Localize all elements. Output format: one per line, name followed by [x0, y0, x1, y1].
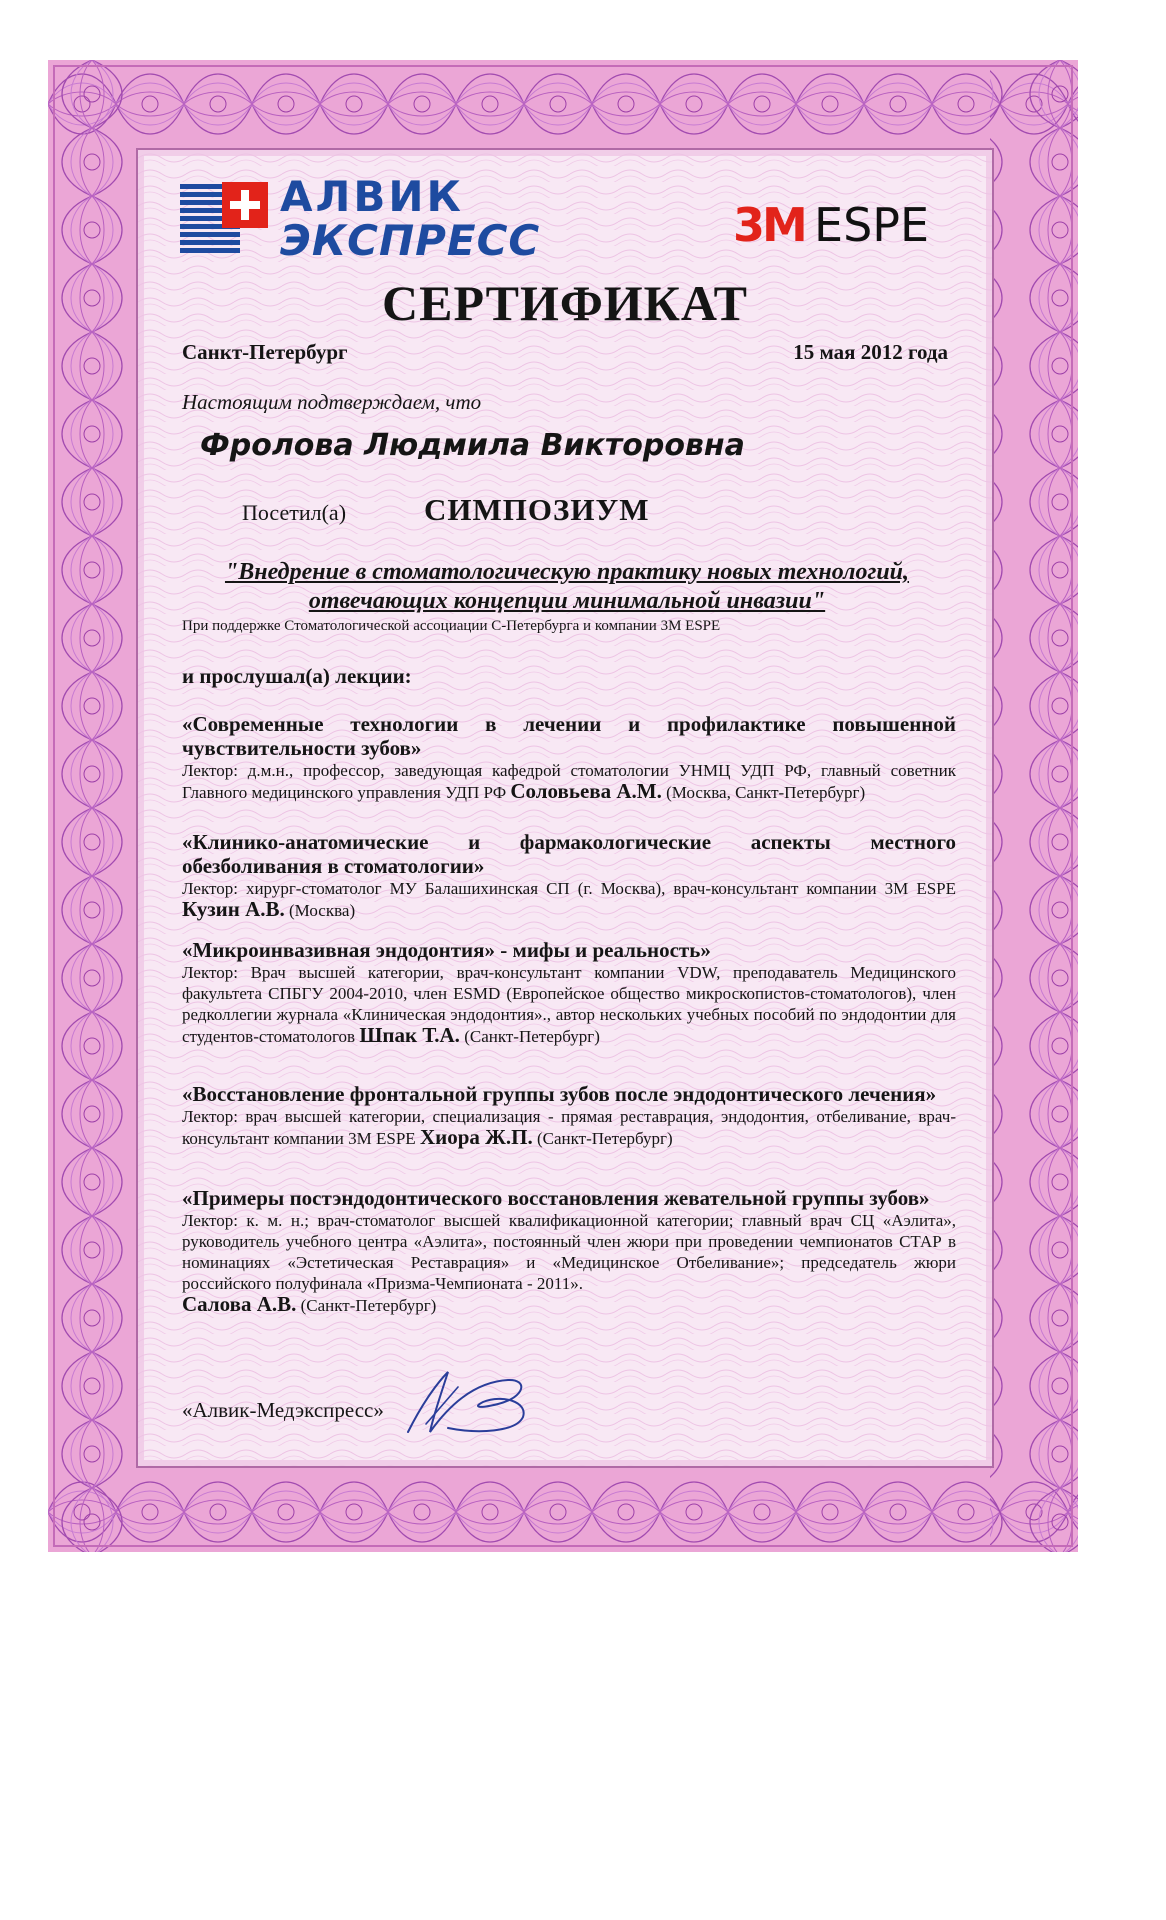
lecturer-name: Кузин А.В. — [182, 897, 285, 921]
lecturer-name: Шпак Т.А. — [359, 1023, 460, 1047]
alvik-logo-icon — [180, 182, 276, 256]
event-type: СИМПОЗИУМ — [424, 492, 650, 527]
lecture-title: «Современные технологии в лечении и профилактике повышенной чувствительности зубов» — [182, 712, 956, 760]
lecture-description: Лектор: хирург-стоматолог МУ Балашихинская СП (г. Москва), врач-консультант компании 3M ESPE Кузин А.В. (Москва) — [182, 879, 956, 921]
lecture-item — [182, 830, 956, 921]
signature-icon — [378, 1362, 538, 1442]
city: Санкт-Петербург — [182, 340, 348, 364]
issuing-organization: «Алвик-Медэкспресс» — [182, 1398, 384, 1422]
lecture-title: «Микроинвазивная эндодонтия» - мифы и реальность» — [182, 938, 711, 962]
lecture-description: Лектор: Врач высшей категории, врач-консультант компании VDW, преподаватель Медицинского факультета СПБГУ 2004-2010, член ESMD (Европейское общество микроскопистов-стоматологов), член редколлегии журнала «Клиническая эндодонтия»., автор нескольких учебных пособий по эндодонтии для студентов-стоматологов Шпак Т.А. (Санкт-Петербург) — [182, 963, 956, 1047]
brand-express: ЭКСПРЕСС — [280, 216, 541, 265]
lecturer-name: Соловьева А.М. — [510, 779, 662, 803]
lecture-item — [182, 712, 956, 803]
visited-label: Посетил(а) — [242, 500, 347, 525]
certificate-body — [136, 148, 994, 1468]
support-note: При поддержке Стоматологической ассоциации С-Петербурга и компании 3M ESPE — [182, 618, 721, 634]
lecture-title: «Восстановление фронтальной группы зубов после эндодонтического лечения» — [182, 1082, 937, 1106]
lecturer-name: Салова А.В. — [182, 1292, 297, 1316]
lectures-intro: и прослушал(а) лекции: — [182, 664, 412, 688]
symposium-title-line2: отвечающих концепции минимальной инвазии" — [308, 588, 826, 614]
issue-date: 15 мая 2012 года — [793, 340, 948, 364]
certificate-frame — [48, 60, 1078, 1552]
lecture-description: Лектор: врач высшей категории, специализация - прямая реставрация, эндодонтия, отбеливание, врач-консультант компании 3M ESPE Хиора Ж.П. (Санкт-Петербург) — [182, 1107, 956, 1149]
participant-name: Фролова Людмила Викторовна — [200, 428, 745, 463]
lecture-item — [182, 1082, 956, 1149]
symposium-title-line1: "Внедрение в стоматологическую практику новых технологий, — [224, 559, 910, 585]
lecture-item — [182, 938, 956, 1047]
certificate-title: СЕРТИФИКАТ — [381, 275, 748, 331]
lecturer-name: Хиора Ж.П. — [419, 1125, 533, 1149]
lecture-item — [182, 1186, 956, 1316]
brand-3m-logo: 3M — [733, 198, 805, 252]
brand-alvik: АЛВИК — [280, 172, 464, 221]
lecture-title: «Примеры постэндодонтического восстановления жевательной группы зубов» — [182, 1186, 930, 1210]
brand-espe-logo: ESPE — [814, 198, 930, 252]
symposium-title — [182, 558, 952, 616]
lecture-description: Лектор: к. м. н.; врач-стоматолог высшей квалификационной категории; главный врач СЦ «Аэлита», руководитель учебного центра «Аэлита», постоянный член жюри при проведении чемпионатов СТАР в номинациях «Эстетическая Реставрация» и «Медицинское Отбеливание»; председатель жюри российского полуфинала «Призма-Чемпионата - 2011». Салова А.В. (Санкт-Петербург) — [182, 1211, 956, 1316]
intro-text: Настоящим подтверждаем, что — [182, 390, 482, 414]
lecture-title: «Клинико-анатомические и фармакологические аспекты местного обезболивания в стоматологии» — [182, 830, 956, 878]
lecture-description: Лектор: д.м.н., профессор, заведующая кафедрой стоматологии УНМЦ УДП РФ, главный советник Главного медицинского управления УДП РФ Соловьева А.М. (Москва, Санкт-Петербург) — [182, 761, 956, 803]
